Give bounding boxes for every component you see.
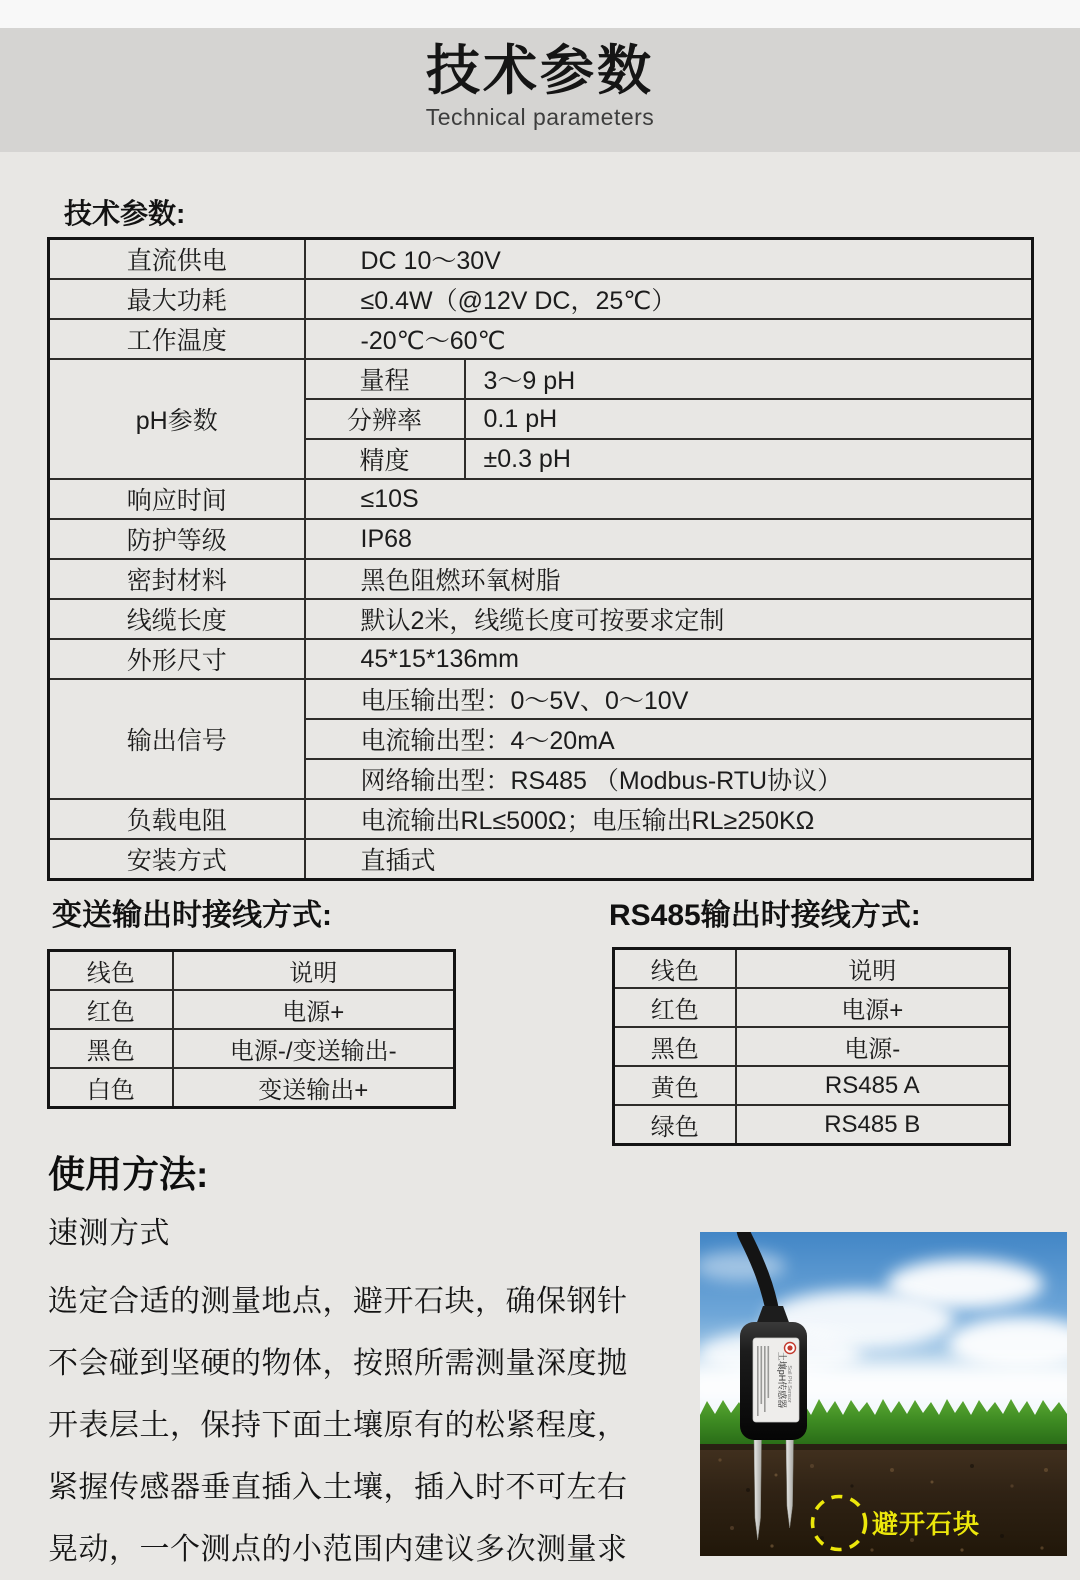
usage-line: 晃动，一个测点的小范围内建议多次测量求 [48,1533,628,1566]
wire-desc: RS485 A [736,1066,1010,1105]
col-header: 线色 [614,949,736,989]
wiring-transmit-title: 变送输出时接线方式: [52,899,332,932]
spec-label: 最大功耗 [49,279,305,319]
wire-color: 绿色 [614,1105,736,1145]
table-row [49,1029,455,1068]
spec-value: 3～9 pH [465,359,1033,399]
sensor-label-cn: 土壤pH传感器 [777,1351,787,1409]
spec-label: 输出信号 [49,679,305,799]
wiring-table-rs485 [612,947,1008,1146]
table-row [49,599,1033,639]
wire-desc: 变送输出+ [173,1068,455,1108]
table-row [49,239,1033,280]
wire-desc: 电源+ [173,990,455,1029]
spec-label: 防护等级 [49,519,305,559]
table-row [49,279,1033,319]
spec-value: 黑色阻燃环氧树脂 [305,559,1033,599]
spec-value: 电流输出RL≤500Ω；电压输出RL≥250KΩ [305,799,1033,839]
table-row [614,1027,1010,1066]
table-row [614,1105,1010,1145]
table-row [614,988,1010,1027]
table-row [49,639,1033,679]
table-row [49,1068,455,1108]
wiring-rs485-title: RS485输出时接线方式: [609,899,921,932]
spec-table [47,237,1031,881]
table-row [49,951,455,991]
avoid-rocks-annotation: 避开石块 [872,1509,981,1539]
spec-value: 默认2米，线缆长度可按要求定制 [305,599,1033,639]
spec-value: 电压输出型：0～5V、0～10V [305,679,1033,719]
wire-color: 黑色 [49,1029,173,1068]
spec-value: ≤0.4W（@12V DC，25℃） [305,279,1033,319]
table-row [614,949,1010,989]
spec-value: 网络输出型：RS485 （Modbus-RTU协议） [305,759,1033,799]
col-header: 说明 [173,951,455,991]
spec-value: DC 10～30V [305,239,1033,280]
spec-label: 工作温度 [49,319,305,359]
spec-sublabel: 量程 [305,359,465,399]
spec-label: 直流供电 [49,239,305,280]
col-header: 线色 [49,951,173,991]
wire-color: 红色 [614,988,736,1027]
spec-value: 电流输出型：4～20mA [305,719,1033,759]
wiring-table-transmit [47,949,453,1109]
table-row [49,990,455,1029]
col-header: 说明 [736,949,1010,989]
table-row [49,559,1033,599]
spec-label: pH参数 [49,359,305,479]
table-row [614,1066,1010,1105]
wire-color: 白色 [49,1068,173,1108]
section-label: 技术参数: [64,198,186,229]
usage-line: 紧握传感器垂直插入土壤，插入时不可左右 [48,1471,628,1504]
table-row [49,479,1033,519]
product-photo [700,1232,1067,1556]
product-photo-illustration [700,1232,1067,1556]
usage-title: 使用方法: [48,1154,209,1195]
table-row [49,839,1033,880]
wire-desc: 电源+ [736,988,1010,1027]
spec-label: 安装方式 [49,839,305,880]
sensor-label-en: Soil PH Sensor [786,1365,792,1403]
usage-line: 选定合适的测量地点，避开石块，确保钢针 [48,1285,628,1318]
top-strip [0,0,1080,28]
brand-logo-icon [785,1343,796,1354]
spec-label: 外形尺寸 [49,639,305,679]
spec-label: 响应时间 [49,479,305,519]
spec-value: 直插式 [305,839,1033,880]
spec-label: 密封材料 [49,559,305,599]
wire-color: 黄色 [614,1066,736,1105]
table-row [49,799,1033,839]
spec-sublabel: 精度 [305,439,465,479]
table-row [49,319,1033,359]
wire-desc: 电源-/变送输出- [173,1029,455,1068]
usage-section [48,1152,698,1565]
page-subtitle: Technical parameters [425,104,655,130]
spec-value: 45*15*136mm [305,639,1033,679]
usage-line: 开表层土，保持下面土壤原有的松紧程度， [48,1409,628,1442]
page-title: 技术参数 [426,41,654,101]
wire-color: 红色 [49,990,173,1029]
spec-label: 负载电阻 [49,799,305,839]
spec-value: 0.1 pH [465,399,1033,439]
spec-value: IP68 [305,519,1033,559]
table-row [49,519,1033,559]
spec-value: ±0.3 pH [465,439,1033,479]
usage-line: 不会碰到坚硬的物体，按照所需测量深度抛 [48,1347,628,1380]
wire-desc: 电源- [736,1027,1010,1066]
title-band [0,28,1080,152]
wire-color: 黑色 [614,1027,736,1066]
table-row [49,679,1033,719]
spec-sublabel: 分辨率 [305,399,465,439]
wire-desc: RS485 B [736,1105,1010,1145]
spec-value: -20℃～60℃ [305,319,1033,359]
usage-line: 速测方式 [48,1217,170,1250]
table-row [49,359,1033,399]
spec-label: 线缆长度 [49,599,305,639]
spec-value: ≤10S [305,479,1033,519]
